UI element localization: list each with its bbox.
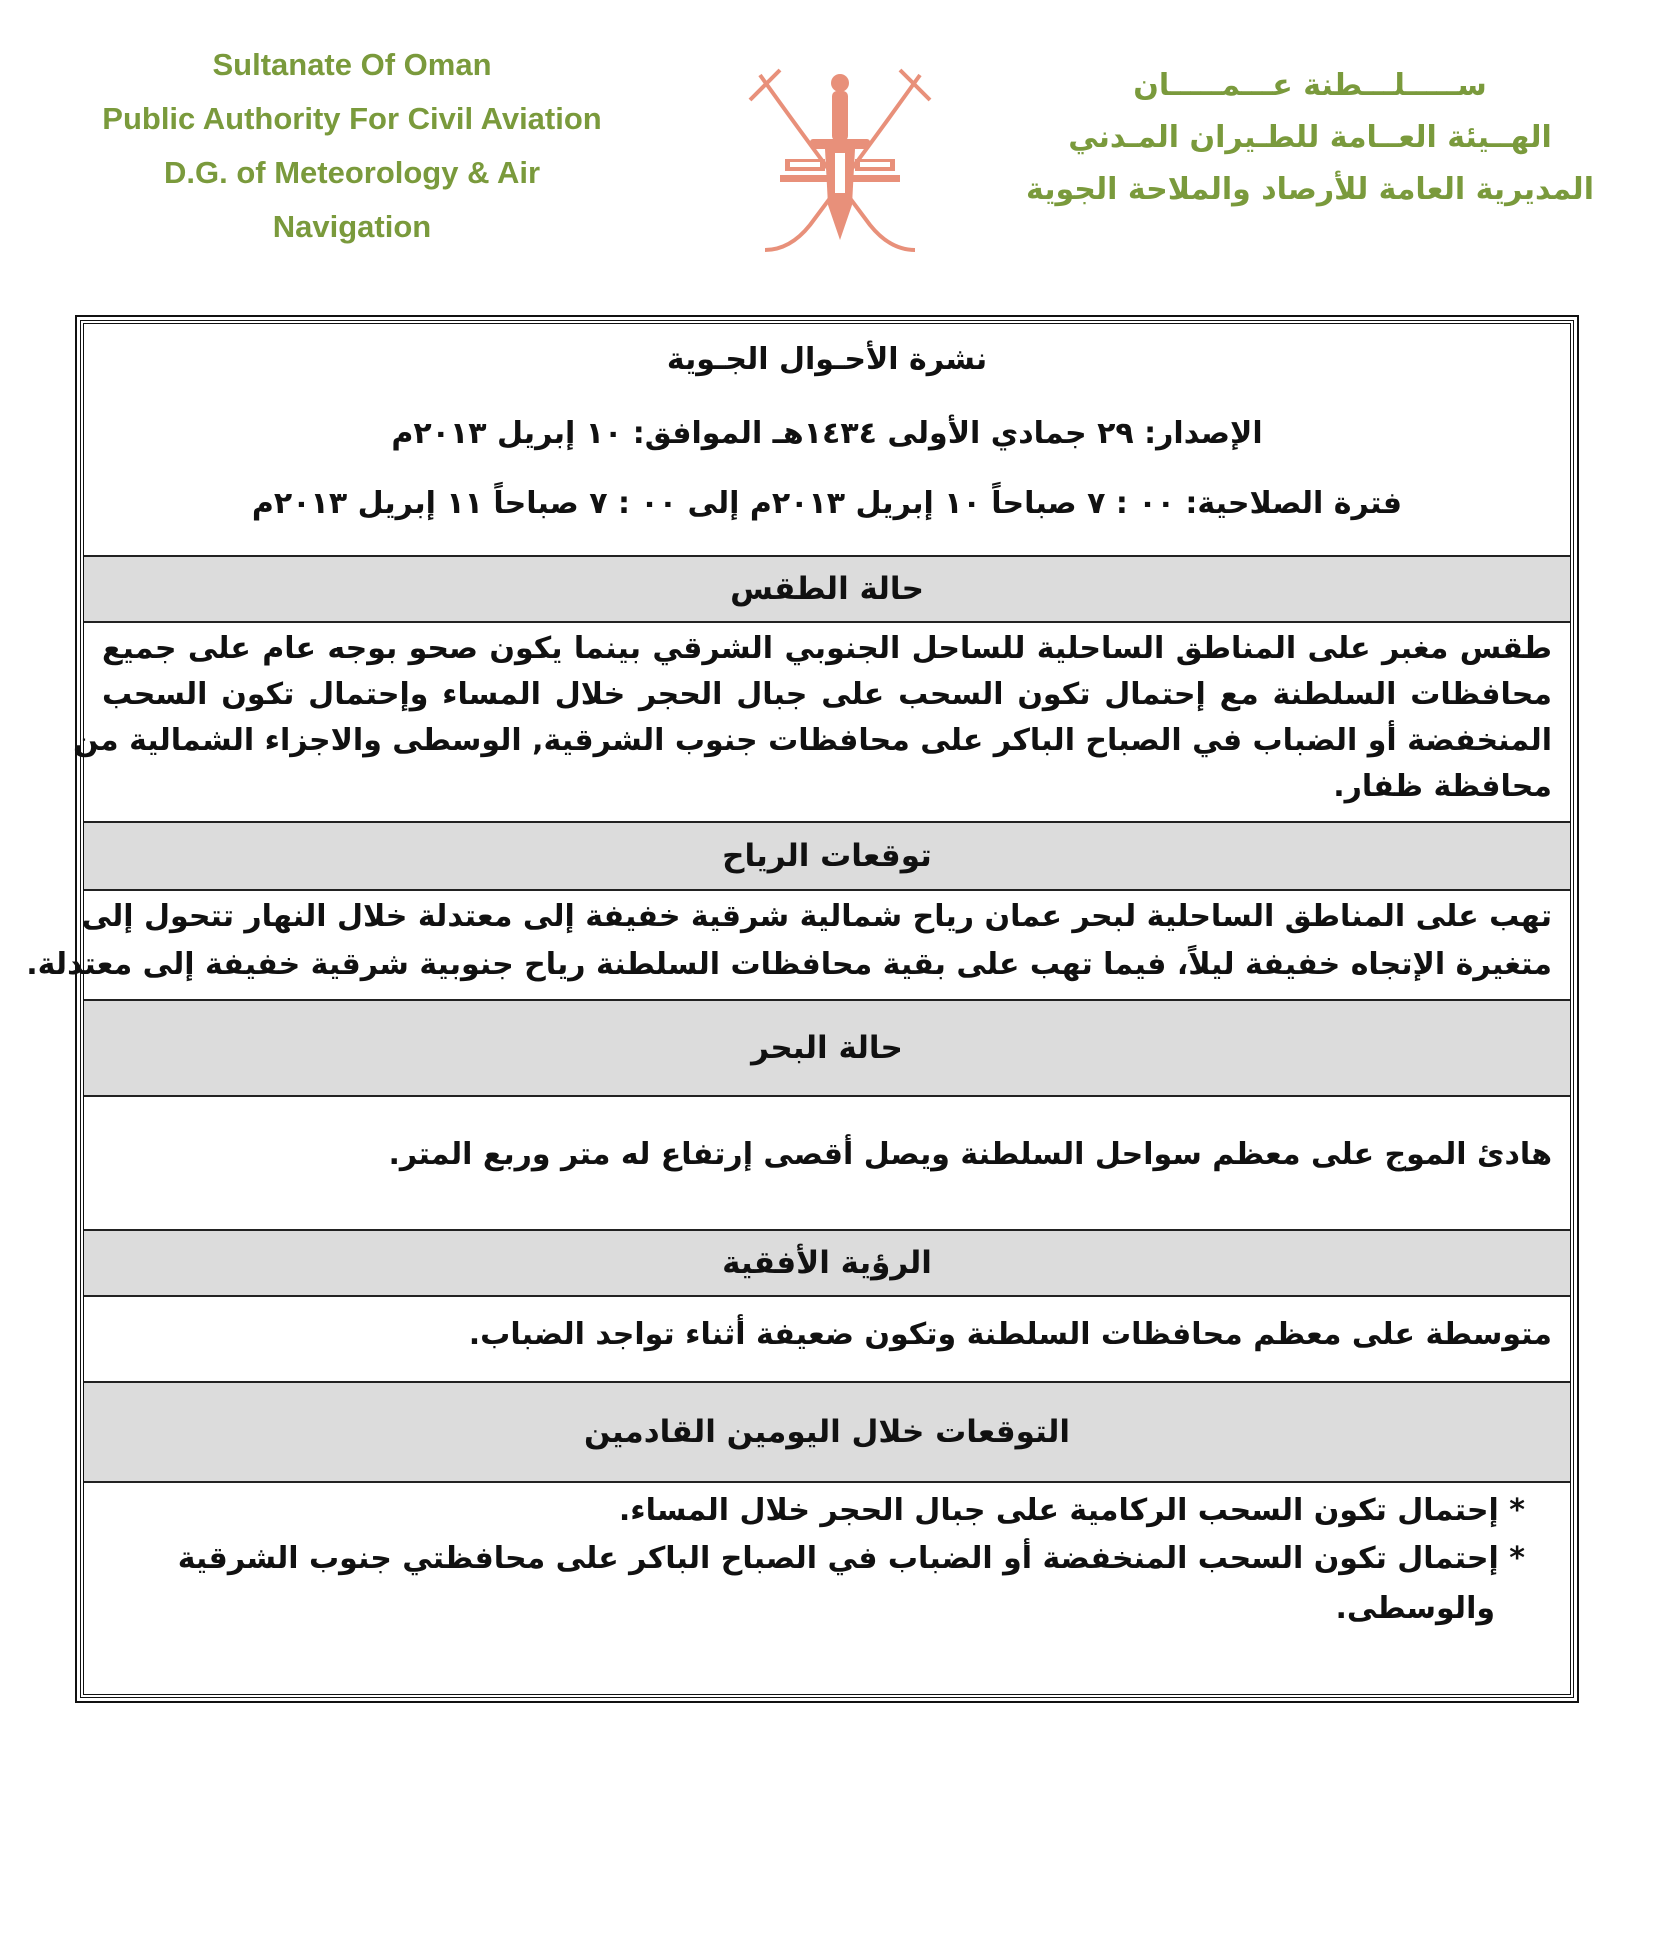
weather-section-header xyxy=(84,557,1570,623)
visibility-section-title: الرؤية الأفقية xyxy=(722,1245,932,1281)
outlook-item-2-continuation: والوسطى. xyxy=(1335,1591,1495,1626)
english-line-1: Sultanate Of Oman xyxy=(212,47,492,82)
arabic-line-2: الهــيئة العــامة للطـيران المـدني xyxy=(1068,120,1552,155)
english-line-4: Navigation xyxy=(272,209,432,244)
outlook-section-body xyxy=(84,1483,1570,1694)
sea-section-title: حالة البحر xyxy=(751,1030,903,1066)
weather-line-4: محافظة ظفار. xyxy=(1333,769,1552,804)
outlook-section-header xyxy=(84,1383,1570,1483)
weather-section-title: حالة الطقس xyxy=(730,571,924,607)
outlook-section-title: التوقعات خلال اليومين القادمين xyxy=(583,1414,1071,1450)
issue-date: الإصدار: ٢٩ جمادي الأولى ١٤٣٤هـ الموافق: ١٠ إبريل ٢٠١٣م xyxy=(391,416,1263,451)
outlook-item-2 xyxy=(178,1541,1525,1576)
weather-section-body xyxy=(73,623,1570,823)
validity-period: فترة الصلاحية: ٠٠ : ٧ صباحاً ١٠ إبريل ٢٠١٣م إلى ٠٠ : ٧ صباحاً ١١ إبريل ٢٠١٣م xyxy=(251,486,1403,521)
outlook-item-2-text: إحتمال تكون السحب المنخفضة أو الضباب في الصباح الباكر على محافظتي جنوب الشرقية xyxy=(177,1541,1499,1576)
sea-section-body xyxy=(84,1097,1570,1231)
visibility-section-body xyxy=(84,1297,1570,1383)
weather-line-1: طقس مغبر على المناطق الساحلية للساحل الجنوبي الشرقي بينما يكون صحو بوجه عام على جميع xyxy=(102,631,1552,666)
letterhead xyxy=(0,0,1657,290)
bulletin-title: نشرة الأحـوال الجـوية xyxy=(666,342,988,377)
weather-bulletin-table xyxy=(26,320,1574,1698)
english-line-2: Public Authority For Civil Aviation xyxy=(102,101,602,136)
winds-section-title: توقعات الرياح xyxy=(722,838,932,874)
bullet-2: * xyxy=(1509,1541,1525,1576)
arabic-line-3: المديرية العامة للأرصاد والملاحة الجوية xyxy=(1026,172,1594,207)
weather-line-3: المنخفضة أو الضباب في الصباح الباكر على محافظات جنوب الشرقية, الوسطى والاجزاء الشمالية من xyxy=(73,723,1552,758)
weather-line-2: محافظات السلطنة مع إحتمال تكون السحب على جبال الحجر خلال المساء وإحتمال تكون السحب xyxy=(102,677,1552,712)
outlook-item-1 xyxy=(619,1493,1525,1528)
winds-section-body xyxy=(26,891,1570,1001)
arabic-line-1: ســـــلـــطنة عـــمـــــان xyxy=(1133,68,1487,103)
oman-khanjar-emblem-icon xyxy=(740,55,940,260)
winds-line-2: متغيرة الإتجاه خفيفة ليلاً، فيما تهب على بقية محافظات السلطنة رياح جنوبية شرقية خفيفة إلى معتدلة. xyxy=(26,947,1552,982)
sea-text: هادئ الموج على معظم سواحل السلطنة ويصل أقصى إرتفاع له متر وربع المتر. xyxy=(388,1137,1552,1172)
winds-section-header xyxy=(84,823,1570,891)
english-line-3: D.G. of Meteorology & Air xyxy=(163,155,541,190)
winds-line-1: تهب على المناطق الساحلية لبحر عمان رياح شمالية شرقية خفيفة إلى معتدلة خلال النهار تتحول إلى xyxy=(81,899,1552,934)
bulletin-header-row xyxy=(84,324,1570,557)
arabic-letterhead xyxy=(1000,60,1620,216)
visibility-text: متوسطة على معظم محافظات السلطنة وتكون ضعيفة أثناء تواجد الضباب. xyxy=(468,1317,1552,1352)
outlook-item-1-text: إحتمال تكون السحب الركامية على جبال الحجر خلال المساء. xyxy=(618,1493,1499,1528)
visibility-section-header xyxy=(84,1231,1570,1297)
english-letterhead xyxy=(62,38,642,254)
sea-section-header xyxy=(84,1001,1570,1097)
bullet-1: * xyxy=(1509,1493,1525,1528)
